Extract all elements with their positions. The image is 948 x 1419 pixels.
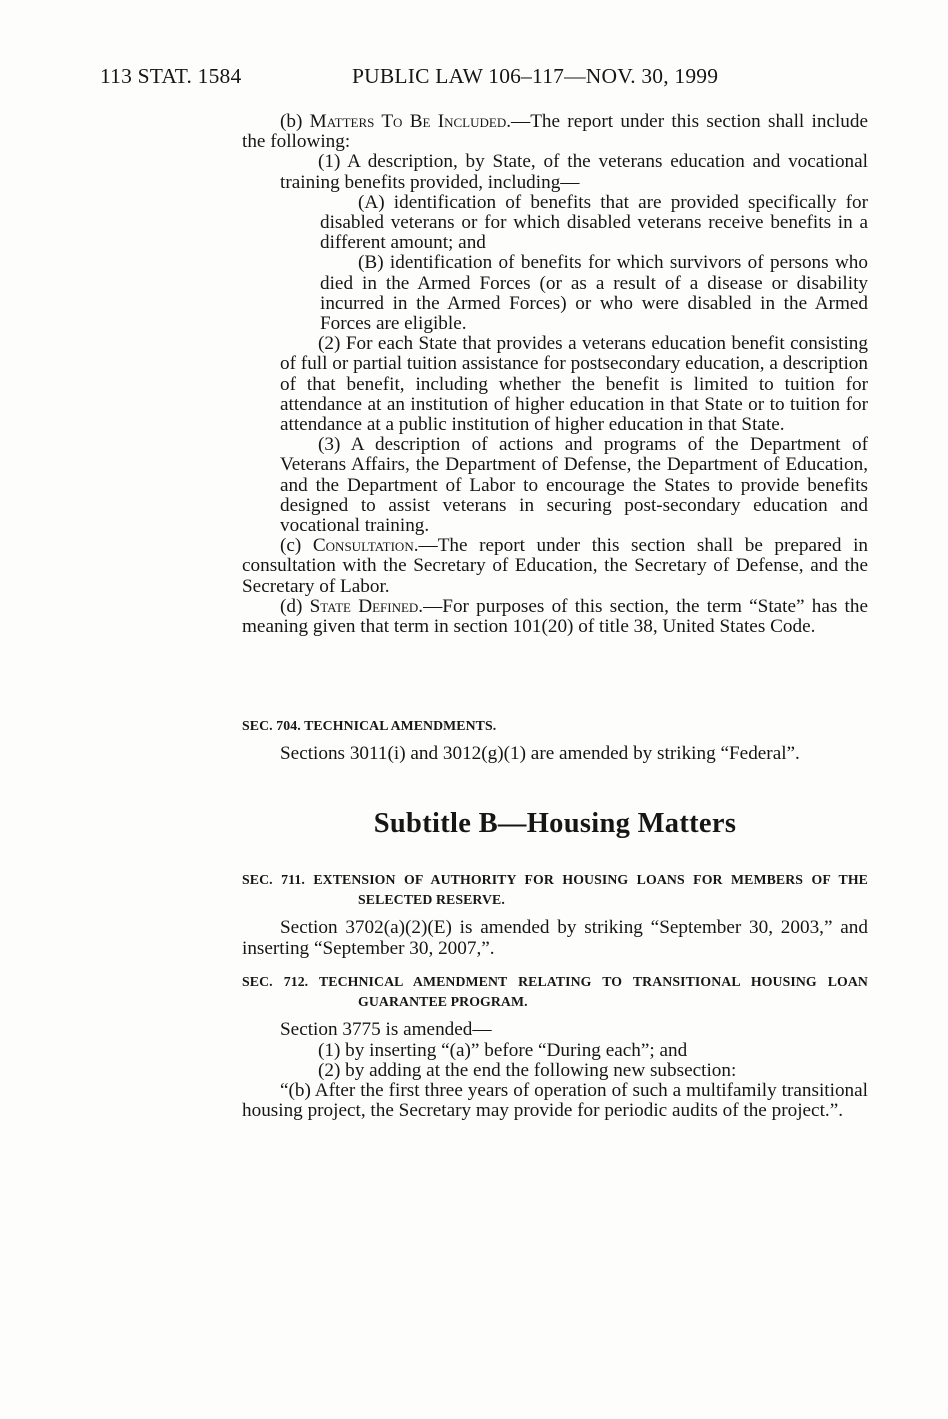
subsection-d-heading: State Defined (309, 595, 419, 617)
section-712-item-2: (2) by adding at the end the following new subsection: (318, 1059, 737, 1081)
subparagraph-b: (B) identification of benefits for which survivors of persons who died in the Armed Forces (or as a result of a disease or disability incurred in the Armed Forces) or who were disabled in the Armed Forces are eligible. (320, 252, 868, 335)
law-title: PUBLIC LAW 106–117—NOV. 30, 1999 (352, 64, 719, 88)
section-711 (242, 870, 868, 959)
section-711-heading: SEC. 711. EXTENSION OF AUTHORITY FOR HOUSING LOANS FOR MEMBERS OF THE SELECTED RESERVE. (242, 872, 868, 908)
section-711-text: Section 3702(a)(2)(E) is amended by striking “September 30, 2003,” and inserting “September 30, 2007,”. (242, 917, 868, 959)
section-712-intro: Section 3775 is amended— (280, 1019, 492, 1041)
section-712 (242, 972, 868, 1121)
subparagraph-a: (A) identification of benefits that are provided specifically for disabled veterans or for which disabled veterans receive benefits in a different amount; and (320, 191, 868, 254)
subsection-d: (d) State Defined.—For purposes of this section, the term “State” has the meaning given that term in section 101(20) of title 38, United States Code. (242, 595, 868, 638)
section-704-heading: SEC. 704. TECHNICAL AMENDMENTS. (242, 718, 497, 733)
section-704-text: Sections 3011(i) and 3012(g)(1) are amended by striking “Federal”. (280, 743, 800, 765)
paragraph-3: (3) A description of actions and programs of the Department of Veterans Affairs, the Department of Defense, the Department of Education, and the Department of Labor to encourage the States to provide benefits designed to assist veterans in securing post-secondary education and vocational training. (280, 434, 868, 537)
section-712-quoted-subsection: “(b) After the first three years of operation of such a multifamily transitional housing project, the Secretary may provide for periodic audits of the project.”. (242, 1080, 868, 1122)
paragraph-1: (1) A description, by State, of the veterans education and vocational training benefits provided, including— (280, 151, 868, 193)
subsection-c-heading: Consultation (312, 535, 414, 557)
subsection-b: (b) Matters To Be Included.—The report under this section shall include the following: (242, 111, 868, 153)
paragraph-2: (2) For each State that provides a veterans education benefit consisting of full or partial tuition assistance for postsecondary education, a description of that benefit, including whether the benefit is limited to tuition for attendance at an institution of higher education in that State or to tuition for attendance at a public institution of higher education in that State. (280, 333, 868, 436)
section-703-body (242, 112, 868, 637)
subsection-b-heading: Matters To Be Included (309, 111, 507, 132)
stat-reference: 113 STAT. 1584 (100, 64, 242, 88)
section-712-item-1: (1) by inserting “(a)” before “During each”; and (318, 1039, 688, 1061)
section-704 (242, 716, 868, 764)
subsection-c: (c) Consultation.—The report under this section shall be prepared in consultation with the Secretary of Education, the Secretary of Defense, and the Secretary of Labor. (242, 535, 869, 597)
section-712-heading: SEC. 712. TECHNICAL AMENDMENT RELATING TO TRANSITIONAL HOUSING LOAN GUARANTEE PROGRAM. (242, 974, 868, 1010)
subtitle-heading: Subtitle B—Housing Matters (373, 808, 737, 839)
